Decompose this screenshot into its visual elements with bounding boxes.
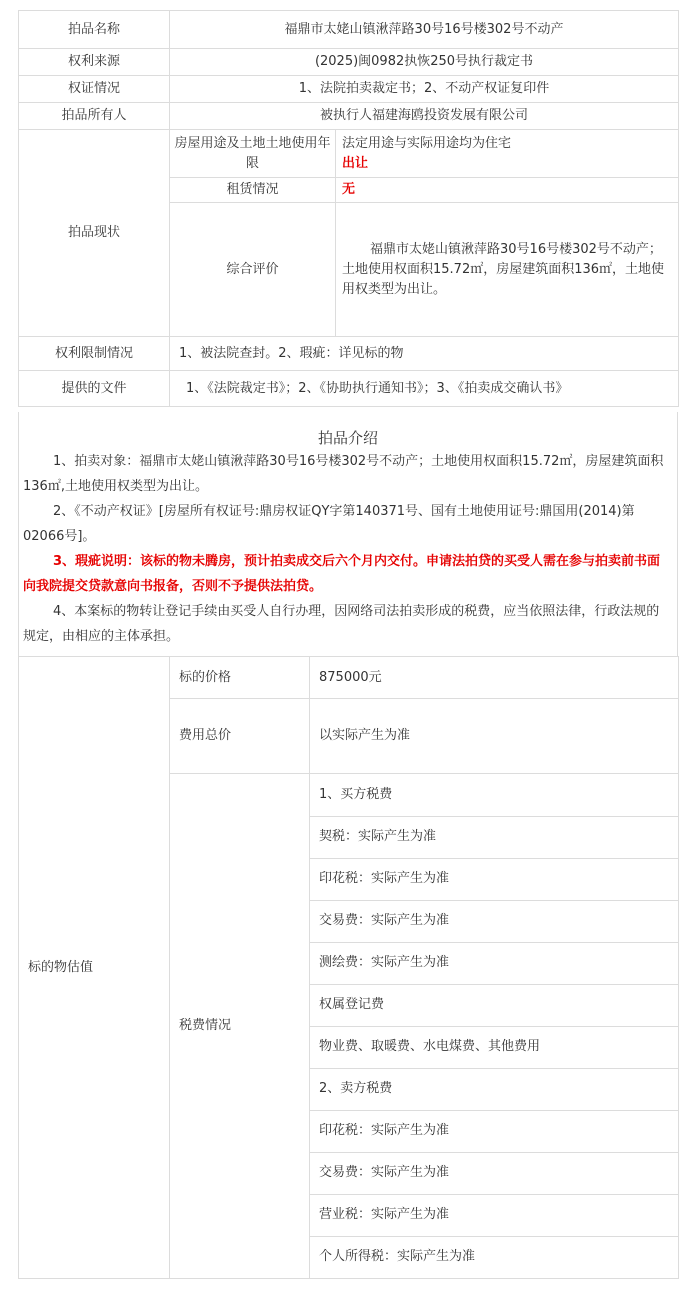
tax-item: 交易费：实际产生为准 [310, 1152, 678, 1194]
tax-item: 测绘费：实际产生为准 [310, 942, 678, 984]
usage-value-line2: 出让 [342, 155, 369, 171]
tax-item-row [310, 1110, 678, 1152]
tax-item: 个人所得税：实际产生为准 [310, 1236, 678, 1278]
tax-item-row [310, 1068, 678, 1110]
tax-item-row [310, 858, 678, 900]
tax-item-row [310, 1236, 678, 1278]
tax-item: 印花税：实际产生为准 [310, 1110, 678, 1152]
intro-defect-notice: 3、瑕疵说明：该标的物未腾房，预计拍卖成交后六个月内交付。申请法拍贷的买受人需在参与拍卖前书面向我院提交贷款意向书报备，否则不予提供法拍贷。 [23, 554, 661, 594]
usage-value [336, 130, 679, 178]
owner-label: 拍品所有人 [19, 103, 170, 130]
tax-item-row [310, 1194, 678, 1236]
tax-item-row [310, 816, 678, 858]
usage-value-line1: 法定用途与实际用途均为住宅 [342, 135, 512, 151]
lease-value: 无 [336, 178, 679, 203]
auction-info-table [18, 10, 679, 407]
evaluation-value: 福鼎市太姥山镇湫萍路30号16号楼302号不动产；土地使用权面积15.72㎡，房屋建筑面积136㎡，土地使用权类型为出让。 [336, 203, 679, 337]
fee-total-value: 以实际产生为准 [310, 699, 679, 774]
auction-intro-section [18, 412, 678, 657]
certificate-label: 权证情况 [19, 76, 170, 103]
tax-item-row [310, 1152, 678, 1194]
price-value: 875000元 [310, 657, 679, 699]
intro-title: 拍品介绍 [317, 429, 378, 447]
rights-source-value: (2025)闽0982执恢250号执行裁定书 [170, 49, 679, 76]
owner-value: 被执行人福建海鸥投资发展有限公司 [170, 103, 679, 130]
documents-label: 提供的文件 [19, 371, 170, 407]
tax-item: 营业税：实际产生为准 [310, 1194, 678, 1236]
tax-items-table [310, 774, 678, 1278]
fee-total-label: 费用总价 [170, 699, 310, 774]
tax-item-row [310, 942, 678, 984]
tax-item-row [310, 1026, 678, 1068]
tax-label: 税费情况 [170, 774, 310, 1279]
intro-paragraph-2: 2、《不动产权证》[房屋所有权证号:鼎房权证QY字第140371号、国有土地使用证号:鼎国用(2014)第02066号]。 [23, 504, 635, 544]
evaluation-label: 综合评价 [170, 203, 336, 337]
tax-item: 权属登记费 [310, 984, 678, 1026]
intro-paragraph-4: 4、本案标的物转让登记手续由买受人自行办理，因网络司法拍卖形成的税费，应当依照法律，行政法规的规定，由相应的主体承担。 [23, 604, 660, 644]
tax-item: 印花税：实际产生为准 [310, 858, 678, 900]
tax-item: 物业费、取暖费、水电煤费、其他费用 [310, 1026, 678, 1068]
certificate-value: 1、法院拍卖裁定书；2、不动产权证复印件 [170, 76, 679, 103]
valuation-table [18, 656, 679, 1279]
tax-item: 2、卖方税费 [310, 1068, 678, 1110]
tax-item-row [310, 984, 678, 1026]
usage-label: 房屋用途及土地土地使用年限 [170, 130, 336, 178]
rights-source-label: 权利来源 [19, 49, 170, 76]
tax-item: 契税：实际产生为准 [310, 816, 678, 858]
valuation-label: 标的物估值 [19, 657, 170, 1279]
tax-item: 交易费：实际产生为准 [310, 900, 678, 942]
tax-item: 1、买方税费 [310, 774, 678, 816]
documents-value: 1、《法院裁定书》；2、《协助执行通知书》；3、《拍卖成交确认书》 [170, 371, 679, 407]
tax-item-row [310, 774, 678, 816]
intro-paragraph-1: 1、拍卖对象：福鼎市太姥山镇湫萍路30号16号楼302号不动产；土地使用权面积15.72㎡，房屋建筑面积136㎡,土地使用权类型为出让。 [23, 454, 664, 494]
tax-items-cell [310, 774, 679, 1279]
restriction-value: 1、被法院查封。2、瑕疵：详见标的物 [170, 337, 679, 371]
tax-item-row [310, 900, 678, 942]
status-label: 拍品现状 [19, 130, 170, 337]
lease-label: 租赁情况 [170, 178, 336, 203]
item-name-value: 福鼎市太姥山镇湫萍路30号16号楼302号不动产 [170, 11, 679, 49]
price-label: 标的价格 [170, 657, 310, 699]
restriction-label: 权利限制情况 [19, 337, 170, 371]
item-name-label: 拍品名称 [19, 11, 170, 49]
